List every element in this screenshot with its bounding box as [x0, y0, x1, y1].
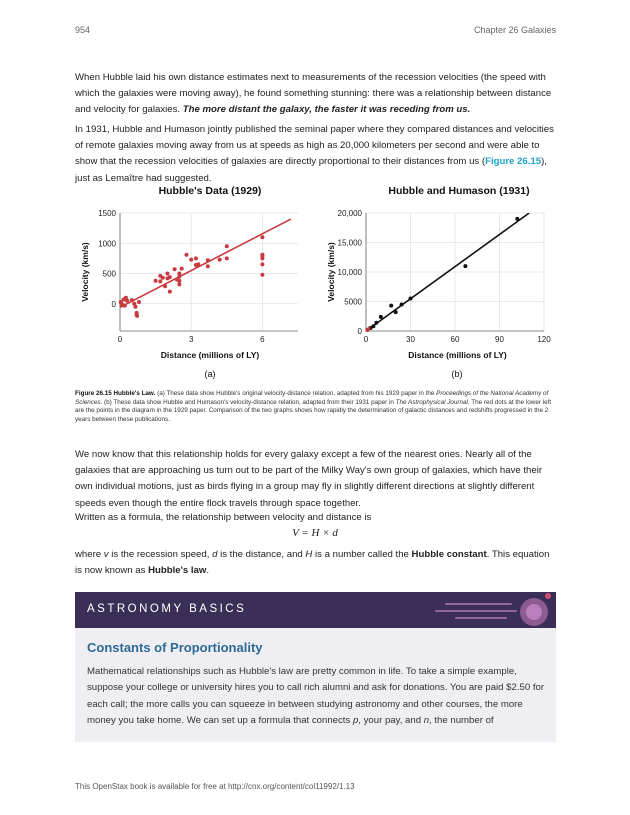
paragraph-2 [75, 122, 556, 187]
y-axis-label: Velocity (km/s) [326, 242, 336, 302]
data-point [168, 275, 172, 279]
caption-journal-2: The Astrophysical Journal [395, 398, 468, 406]
var-p: p [352, 715, 359, 727]
paragraph-4: Written as a formula, the relationship between velocity and distance is [75, 512, 372, 523]
data-point [123, 304, 127, 308]
chart-a-title: Hubble's Data (1929) [158, 185, 262, 197]
data-point [163, 284, 167, 288]
data-point [225, 256, 229, 260]
p5-t5: . This equation is now known as [75, 549, 550, 577]
caption-label: Figure 26.15 Hubble's Law. [75, 390, 156, 397]
chapter-title: Chapter 26 Galaxies [473, 25, 556, 35]
chart-b [320, 205, 560, 370]
paragraph-3: We now know that this relationship holds for every galaxy except a few of the nearest ones. Nearly all of the galaxies that are approaching us turn out to be part of the Milky Way's own group of galaxies, which have their own individual motions, just as birds flying in a group may fly in slightly different directions at slightly different speeds even though the entire flock travels through space together. [75, 449, 543, 509]
fit-line [120, 219, 291, 307]
data-point [135, 314, 139, 318]
figure-link[interactable]: Figure 26.15 [485, 156, 542, 168]
box-paragraph [87, 664, 547, 730]
data-point [371, 324, 375, 328]
data-point [379, 315, 383, 319]
x-tick-label: 0 [363, 335, 369, 344]
y-tick-label: 0 [111, 299, 116, 309]
paragraph-2-after: ), just as Lemaître had suggested. [75, 156, 547, 184]
data-point [124, 296, 128, 300]
data-point [189, 258, 193, 262]
data-point [196, 262, 200, 266]
box-text-2: , your pay, and [358, 715, 424, 727]
box-text-1: Mathematical relationships such as Hubble's law are pretty common in life. To take a simple example, suppose your college or university hires you to call rich alumni and ask for donations. You are paid $2.50 for each call; the more calls you can squeeze in between studying astronomy and other courses, the more money you take home. We can set up a formula that connects [87, 666, 545, 727]
data-point [389, 304, 393, 308]
y-tick-label: 10,000 [337, 268, 362, 277]
data-point [260, 256, 264, 260]
caption-text-3: . The red dots at the lower left are the points in the diagram in the 1929 paper. Comparison of the two graphs shows how rapidly the determination of galactic distances and redshifts progressed in the 2 years between these publications. [75, 398, 552, 423]
caption-journal-1: Proceedings of the National Academy of Sciences [75, 390, 549, 406]
data-point [463, 264, 467, 268]
data-point [184, 253, 188, 257]
x-tick-label: 6 [260, 335, 265, 344]
chart-b-xlabel: Distance (millions of LY) [408, 350, 507, 360]
decorative-graphic [406, 592, 556, 628]
y-tick-label: 1500 [98, 209, 116, 218]
caption-text-2: . (b) These data show Hubble and Humason's velocity-distance relation, adapted from their 1931 paper in [100, 398, 396, 406]
footer-note: This OpenStax book is available for free at http://cnx.org/content/col11992/1.13 [75, 782, 355, 791]
data-point [133, 305, 137, 309]
paragraph-1-emphasis: The more distant the galaxy, the faster it was receding from us. [182, 104, 471, 116]
y-tick-label: 15,000 [337, 238, 362, 248]
y-tick-label: 1000 [98, 239, 116, 249]
chart-a-panel-label: (a) [204, 369, 216, 379]
data-point [206, 258, 210, 262]
data-point [180, 267, 184, 271]
x-tick-label: 120 [537, 335, 551, 344]
data-point [374, 321, 378, 325]
x-tick-label: 30 [406, 335, 415, 344]
data-point [137, 300, 141, 304]
var-d: d [212, 549, 218, 560]
data-point [394, 310, 398, 314]
p5-t6: . [206, 565, 209, 577]
data-point [119, 301, 123, 305]
hubble-constant-term: Hubble constant [411, 549, 487, 560]
paragraph-1-text: When Hubble laid his own distance estimates next to measurements of the recession velocities (the speed with which the galaxies were moving away), he found something stunning: there was a relationship between distance and velocity for galaxies. [75, 72, 552, 116]
data-point [158, 279, 162, 283]
data-point [409, 297, 413, 301]
hubble-formula: V = H × d [292, 527, 338, 539]
p5-t3: is the distance, and [217, 549, 306, 560]
data-point [515, 217, 519, 221]
x-tick-label: 3 [188, 335, 194, 344]
p5-t2: is the recession speed, [108, 549, 213, 560]
x-tick-label: 90 [495, 335, 504, 344]
caption-text: (a) These data show Hubble's original velocity-distance relation, adapted from his 1929 paper in the [155, 390, 437, 397]
paragraph-1 [75, 70, 556, 119]
x-tick-label: 60 [450, 335, 460, 344]
data-point [154, 279, 158, 283]
feature-band [75, 592, 556, 628]
data-point [400, 302, 404, 306]
p5-t1: where [75, 549, 104, 560]
figure-caption [75, 390, 556, 424]
data-point [260, 262, 264, 266]
var-n: n [423, 715, 430, 727]
y-tick-label: 5000 [344, 297, 362, 307]
data-point [165, 272, 169, 276]
y-axis-label: Velocity (km/s) [80, 242, 90, 302]
data-point-1929 [368, 327, 371, 330]
data-point [218, 258, 222, 262]
box-text-3: , the number of [429, 715, 494, 727]
data-point [177, 282, 181, 286]
hubble-law-term: Hubble's law [148, 565, 207, 577]
data-point [177, 272, 181, 276]
x-tick-label: 0 [117, 335, 123, 344]
chart-a-xlabel: Distance (millions of LY) [160, 350, 260, 360]
y-tick-label: 500 [102, 269, 116, 279]
y-tick-label: 0 [357, 327, 362, 336]
var-v: v [103, 549, 109, 560]
data-point [260, 273, 264, 277]
data-point [175, 278, 179, 282]
chart-b-title: Hubble and Humason (1931) [388, 185, 530, 197]
chart-a [74, 205, 314, 370]
data-point [194, 256, 198, 260]
chart-b-panel-label: (b) [451, 369, 463, 379]
astronomy-basics-box [75, 592, 556, 742]
data-point [225, 244, 229, 248]
p5-t4: is a number called the [312, 549, 412, 560]
page-number: 954 [75, 25, 91, 35]
paragraph-2-text: In 1931, Hubble and Humason jointly published the seminal paper where they compared distances and velocities of remote galaxies moving away from us at speeds as high as 20,000 kilometers per second and were able to show that the recession velocities of galaxies are directly proportional to their distances from us ( [75, 124, 554, 168]
data-point [161, 276, 165, 280]
data-point [168, 290, 172, 294]
box-heading: Constants of Proportionality [87, 640, 263, 655]
data-point [206, 264, 210, 268]
data-point [260, 235, 264, 239]
y-tick-label: 20,000 [337, 209, 362, 218]
feature-band-title: ASTRONOMY BASICS [87, 603, 247, 615]
data-point [130, 298, 134, 302]
data-point [173, 267, 177, 271]
var-h: H [305, 549, 313, 560]
paragraph-5 [75, 547, 556, 579]
